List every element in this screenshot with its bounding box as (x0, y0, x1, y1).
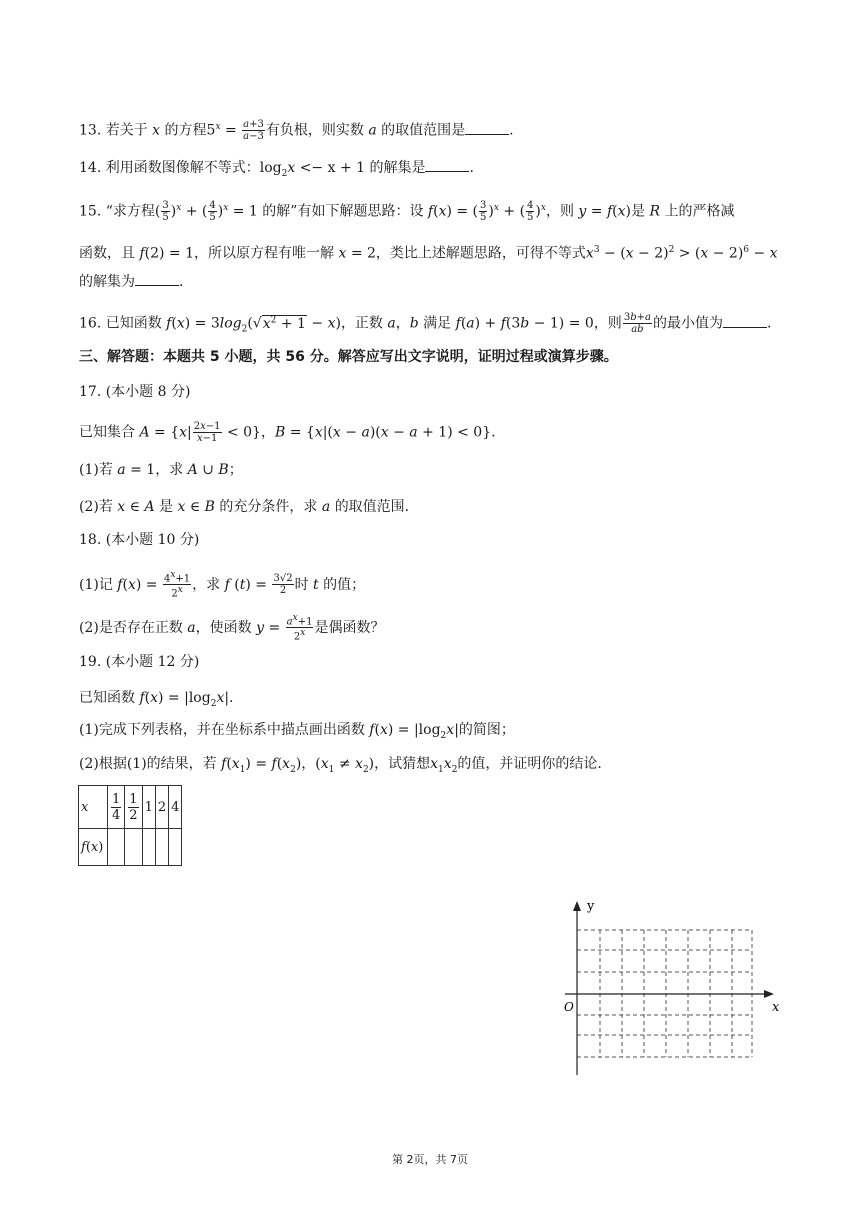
table-header-x: x (79, 786, 108, 829)
question-15-line-3: 的解集为 . (79, 271, 183, 292)
answer-blank (723, 313, 767, 328)
answer-blank (465, 120, 509, 135)
table-cell-empty[interactable] (169, 829, 182, 866)
question-19-title: 19. (本小题 12 分) (79, 654, 200, 670)
value-table (78, 785, 182, 866)
table-row (79, 829, 182, 866)
question-15-line-1: 15. “求方程( $\frac{3}{5}$ )$^x$ + ( $\frac{4}{5}$ )$^x$ = 1 的解”有如下解题思路：设 f(x) = ( $\frac{3}{5}$ )$^x$ + ( $\frac{4}{5}$ )$^x$，则 y = f(x)是 R 上的严格减 (79, 200, 735, 224)
answer-blank (135, 271, 179, 286)
question-17-sets: 已知集合 A = {x| $\frac{2x-1}{x-1}$ < 0}，B = {x|(x − a)(x − a + 1) < 0}. (79, 421, 496, 444)
question-17-title: 17. (本小题 8 分) (79, 384, 191, 400)
question-18-title: 18. (本小题 10 分) (79, 532, 200, 548)
x-axis-label: x (772, 1000, 780, 1015)
answer-blank (425, 157, 469, 172)
table-row (79, 786, 182, 829)
table-cell-empty[interactable] (142, 829, 155, 866)
x-axis-arrow (764, 990, 774, 998)
table-cell: 2 (155, 786, 168, 829)
question-14: 14. 利用函数图像解不等式：$\log_2x <- x + 1$ 的解集是 . (79, 157, 474, 184)
origin-label: O (564, 1000, 574, 1014)
table-cell-empty[interactable] (108, 829, 125, 866)
question-16: 16. 已知函数 $f(x) = 3\log_2(√x^2 + 1 - x)$，正数 a，b 满足 f(a) + f(3b − 1) = 0，则 $\frac{3b+a}{ab}$ 的最小值为 . (79, 312, 772, 336)
question-18-part-1: (1)记 f(x) = $\frac{4^x+1}{2^x}$ ，求 f (t) = $\frac{3√2}{2}$ 时 t 的值； (79, 570, 366, 600)
table-cell-empty[interactable] (155, 829, 168, 866)
question-19-part-2: (2)根据(1)的结果，若 $f(x_1) = f(x_2)$，$(x_1 \ne x_2)$，试猜想$x_1x_2$的值，并证明你的结论. (79, 756, 602, 775)
table-cell: 1 (142, 786, 155, 829)
question-19-given: 已知函数 $f(x) = |\log_2x|$. (79, 690, 234, 709)
page-footer: 第 2页，共 7页 (392, 1153, 468, 1166)
question-19-part-1: (1)完成下列表格，并在坐标系中描点画出函数 $f(x) = |\log_2x|$的简图； (79, 722, 515, 741)
table-cell: 4 (169, 786, 182, 829)
question-17-part-1: (1)若 a = 1，求 A ∪ B； (79, 462, 243, 478)
y-axis-label: y (587, 899, 595, 914)
table-cell: $\frac{1}{4}$ (108, 786, 125, 829)
table-cell: $\frac{1}{2}$ (125, 786, 142, 829)
y-axis-arrow (573, 901, 581, 911)
question-15-line-2: 函数，且 f(2) = 1，所以原方程有唯一解 x = 2，类比上述解题思路，可得不等式$x^3 - (x - 2)^2 > (x - 2)^6 - x$ (79, 245, 778, 262)
section-heading: 三、解答题：本题共 5 小题，共 56 分。解答应写出文字说明，证明过程或演算步骤。 (79, 349, 618, 365)
question-17-part-2: (2)若 x ∈ A 是 x ∈ B 的充分条件，求 a 的取值范围. (79, 499, 410, 515)
question-18-part-2: (2)是否存在正数 a，使函数 y = $\frac{a^x+1}{2^x}$ 是偶函数？ (79, 613, 385, 643)
coordinate-grid (560, 895, 790, 1080)
table-header-fx: f(x) (79, 829, 108, 866)
question-13: 13. 若关于 x 的方程$5^x$ = $\frac{a+3}{a-3}$ 有负根，则实数 a 的取值范围是 . (79, 119, 514, 143)
table-cell-empty[interactable] (125, 829, 142, 866)
